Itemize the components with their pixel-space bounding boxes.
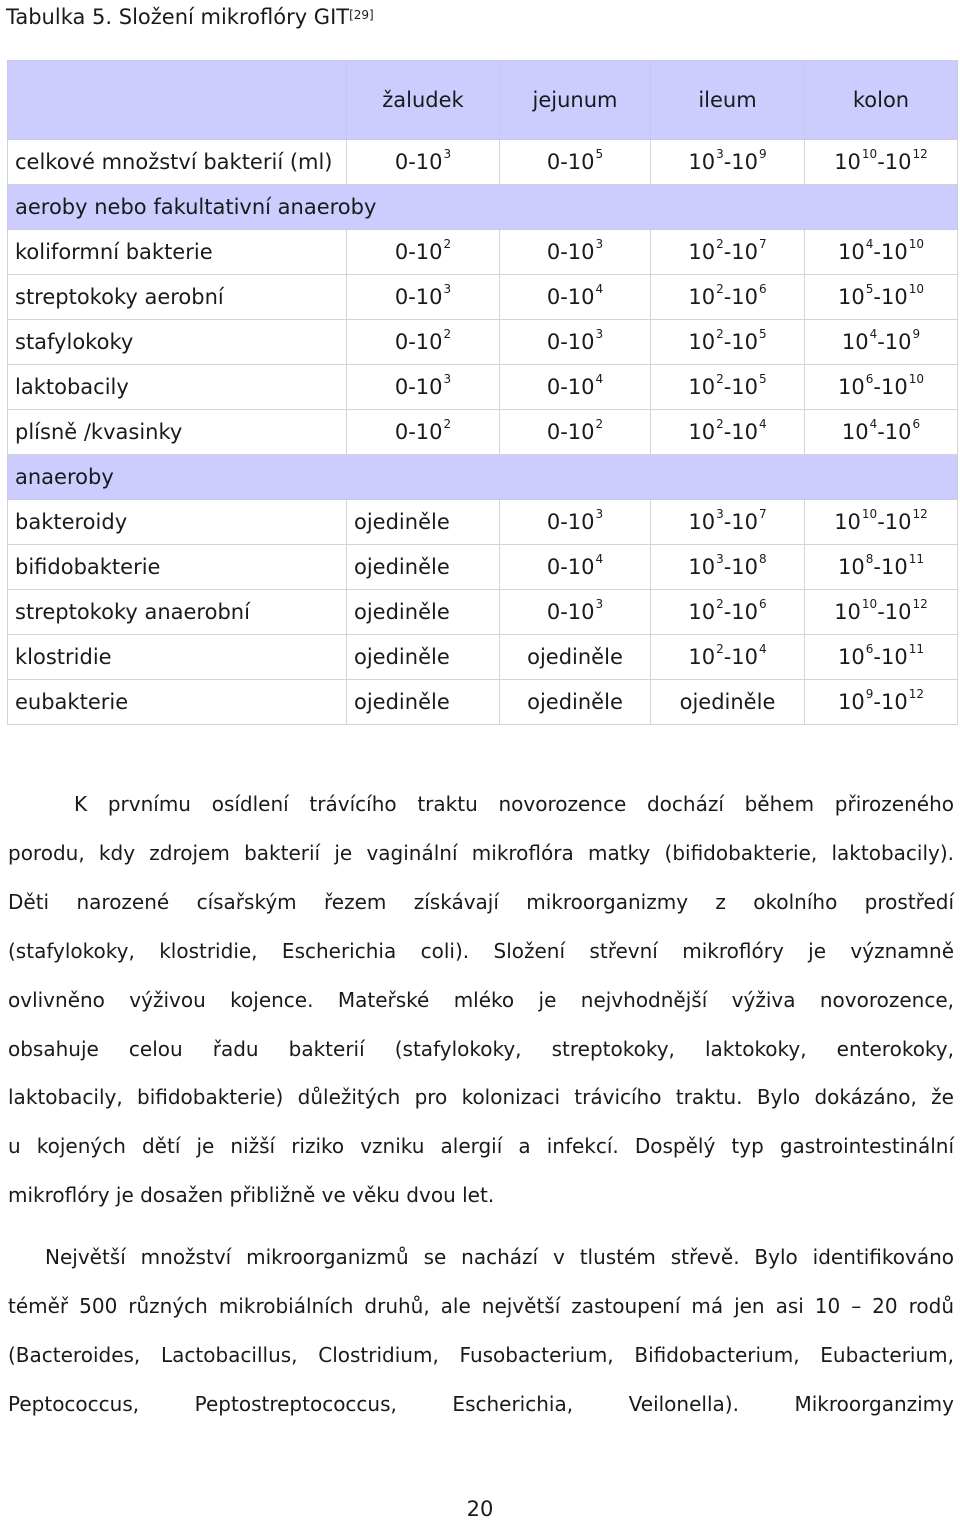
exponent: 2 bbox=[716, 282, 724, 296]
row-label: eubakterie bbox=[8, 680, 347, 725]
row-label: plísně /kvasinky bbox=[8, 410, 347, 455]
value-cell bbox=[805, 410, 958, 455]
mantissa: -10 bbox=[723, 330, 759, 354]
mantissa: ojediněle bbox=[527, 645, 623, 669]
exponent: 4 bbox=[759, 642, 767, 656]
value-cell bbox=[651, 140, 805, 185]
table-row bbox=[8, 320, 958, 365]
value-text bbox=[834, 147, 928, 174]
value-text bbox=[838, 552, 924, 579]
exponent: 2 bbox=[716, 327, 724, 341]
value-text bbox=[354, 510, 450, 534]
value-cell bbox=[347, 275, 500, 320]
row-label: bakteroidy bbox=[8, 500, 347, 545]
value-cell bbox=[500, 230, 651, 275]
mantissa: -10 bbox=[723, 150, 759, 174]
value-text bbox=[688, 327, 767, 354]
mantissa: 10 bbox=[688, 375, 716, 399]
value-text bbox=[527, 690, 623, 714]
exponent: 11 bbox=[908, 552, 924, 566]
exponent: 2 bbox=[443, 417, 452, 431]
mantissa: 0-10 bbox=[394, 240, 443, 264]
value-cell bbox=[651, 410, 805, 455]
mantissa: 10 bbox=[838, 555, 865, 579]
value-text bbox=[834, 597, 928, 624]
exponent: 12 bbox=[912, 147, 928, 161]
table-row bbox=[8, 410, 958, 455]
value-cell bbox=[347, 545, 500, 590]
mantissa: 0-10 bbox=[394, 420, 443, 444]
section-label: aeroby nebo fakultativní anaeroby bbox=[8, 185, 958, 230]
value-text bbox=[688, 552, 767, 579]
mantissa: -10 bbox=[877, 600, 912, 624]
exponent: 8 bbox=[865, 552, 874, 566]
value-cell bbox=[347, 500, 500, 545]
row-label: bifidobakterie bbox=[8, 545, 347, 590]
mantissa: 10 bbox=[834, 600, 861, 624]
microflora-table bbox=[7, 60, 958, 725]
value-text bbox=[394, 417, 452, 444]
value-text bbox=[394, 237, 452, 264]
value-cell bbox=[500, 500, 651, 545]
value-cell bbox=[805, 680, 958, 725]
exponent: 2 bbox=[716, 597, 724, 611]
mantissa: 10 bbox=[688, 285, 716, 309]
value-cell bbox=[347, 365, 500, 410]
value-text bbox=[688, 417, 767, 444]
row-label: stafylokoky bbox=[8, 320, 347, 365]
value-text bbox=[838, 687, 924, 714]
value-text bbox=[527, 645, 623, 669]
value-cell bbox=[805, 365, 958, 410]
mantissa: -10 bbox=[873, 375, 908, 399]
value-text bbox=[354, 645, 450, 669]
mantissa: ojediněle bbox=[679, 690, 776, 714]
value-cell bbox=[805, 275, 958, 320]
header-cell-ileum: ileum bbox=[651, 61, 805, 140]
row-label: celkové množství bakterií (ml) bbox=[8, 140, 347, 185]
value-text bbox=[546, 147, 604, 174]
value-cell bbox=[500, 365, 651, 410]
value-text bbox=[838, 282, 924, 309]
exponent: 3 bbox=[443, 282, 452, 296]
value-text bbox=[546, 417, 604, 444]
exponent: 12 bbox=[908, 687, 924, 701]
mantissa: 10 bbox=[841, 330, 869, 354]
exponent: 4 bbox=[865, 237, 874, 251]
exponent: 4 bbox=[595, 282, 604, 296]
table-row bbox=[8, 365, 958, 410]
table-row bbox=[8, 635, 958, 680]
header-cell-zaludek: žaludek bbox=[347, 61, 500, 140]
exponent: 2 bbox=[716, 417, 724, 431]
table-section-row bbox=[8, 185, 958, 230]
exponent: 12 bbox=[912, 597, 928, 611]
mantissa: 10 bbox=[838, 690, 865, 714]
header-cell-empty bbox=[8, 61, 347, 140]
value-text bbox=[394, 282, 452, 309]
exponent: 3 bbox=[443, 372, 452, 386]
paragraph-line: Děti narozené císařským řezem získávají mikroorganizmy z okolního prostředí bbox=[8, 889, 954, 914]
value-cell bbox=[651, 365, 805, 410]
mantissa: 0-10 bbox=[546, 600, 595, 624]
exponent: 3 bbox=[716, 147, 724, 161]
value-text bbox=[688, 597, 767, 624]
row-label: klostridie bbox=[8, 635, 347, 680]
mantissa: -10 bbox=[723, 645, 759, 669]
exponent: 3 bbox=[716, 507, 724, 521]
table-row bbox=[8, 500, 958, 545]
mantissa: -10 bbox=[877, 420, 912, 444]
value-cell bbox=[805, 545, 958, 590]
value-text bbox=[546, 552, 604, 579]
paragraph-line: K prvnímu osídlení trávícího traktu novorozence dochází během přirozeného bbox=[74, 792, 954, 816]
exponent: 10 bbox=[908, 282, 924, 296]
value-cell bbox=[651, 680, 805, 725]
exponent: 10 bbox=[861, 597, 878, 611]
value-text bbox=[838, 372, 924, 399]
paragraph-line: porodu, kdy zdrojem bakterií je vaginální mikroflóra matky (bifidobakterie, laktobacily). bbox=[8, 840, 954, 865]
mantissa: ojediněle bbox=[354, 690, 450, 714]
exponent: 6 bbox=[865, 642, 874, 656]
exponent: 10 bbox=[861, 147, 878, 161]
paragraph-newborn-colonization bbox=[8, 780, 954, 1220]
value-text bbox=[688, 282, 767, 309]
exponent: 9 bbox=[865, 687, 874, 701]
mantissa: ojediněle bbox=[527, 690, 623, 714]
paragraph-line: (stafylokoky, klostridie, Escherichia coli). Složení střevní mikroflóry je významně bbox=[8, 938, 954, 963]
exponent: 6 bbox=[759, 282, 767, 296]
value-text bbox=[546, 237, 604, 264]
mantissa: -10 bbox=[877, 150, 912, 174]
exponent: 4 bbox=[595, 372, 604, 386]
exponent: 2 bbox=[716, 642, 724, 656]
value-text bbox=[688, 507, 767, 534]
exponent: 8 bbox=[759, 552, 767, 566]
value-cell bbox=[347, 680, 500, 725]
mantissa: 10 bbox=[688, 555, 716, 579]
mantissa: 10 bbox=[838, 285, 865, 309]
exponent: 12 bbox=[912, 507, 928, 521]
table-header-row bbox=[8, 61, 958, 140]
mantissa: -10 bbox=[873, 240, 908, 264]
table-row bbox=[8, 230, 958, 275]
table-caption bbox=[6, 0, 374, 34]
mantissa: -10 bbox=[873, 555, 908, 579]
row-label: streptokoky anaerobní bbox=[8, 590, 347, 635]
table-section-row bbox=[8, 455, 958, 500]
value-cell bbox=[500, 635, 651, 680]
mantissa: 0-10 bbox=[394, 285, 443, 309]
mantissa: ojediněle bbox=[354, 510, 450, 534]
value-text bbox=[688, 642, 767, 669]
value-text bbox=[546, 507, 604, 534]
exponent: 10 bbox=[908, 237, 924, 251]
mantissa: 10 bbox=[688, 330, 716, 354]
value-text bbox=[394, 327, 452, 354]
mantissa: 10 bbox=[688, 420, 716, 444]
value-cell bbox=[805, 320, 958, 365]
value-text bbox=[394, 372, 452, 399]
value-cell bbox=[347, 230, 500, 275]
exponent: 2 bbox=[716, 372, 724, 386]
mantissa: -10 bbox=[723, 240, 759, 264]
mantissa: -10 bbox=[723, 285, 759, 309]
value-cell bbox=[500, 320, 651, 365]
microflora-table-body bbox=[8, 61, 958, 725]
mantissa: 10 bbox=[834, 510, 861, 534]
exponent: 10 bbox=[861, 507, 878, 521]
mantissa: 10 bbox=[688, 600, 716, 624]
mantissa: -10 bbox=[873, 285, 908, 309]
mantissa: 0-10 bbox=[394, 330, 443, 354]
exponent: 5 bbox=[759, 372, 767, 386]
value-cell bbox=[347, 635, 500, 680]
value-text bbox=[688, 237, 767, 264]
value-cell bbox=[347, 590, 500, 635]
value-text bbox=[680, 690, 776, 714]
exponent: 2 bbox=[443, 237, 452, 251]
value-cell bbox=[651, 635, 805, 680]
mantissa: 10 bbox=[838, 645, 865, 669]
value-cell bbox=[651, 590, 805, 635]
exponent: 2 bbox=[443, 327, 452, 341]
value-cell bbox=[651, 275, 805, 320]
paragraph-line: ovlivněno výživou kojence. Mateřské mléko je nejvhodnější výživa novorozence, bbox=[8, 987, 954, 1012]
exponent: 3 bbox=[595, 597, 604, 611]
page-number: 20 bbox=[466, 1497, 494, 1521]
caption-reference: [29] bbox=[349, 8, 374, 22]
table-row bbox=[8, 590, 958, 635]
paragraph-large-intestine bbox=[8, 1233, 954, 1429]
value-cell bbox=[500, 275, 651, 320]
mantissa: -10 bbox=[723, 555, 759, 579]
exponent: 5 bbox=[595, 147, 604, 161]
table-row bbox=[8, 140, 958, 185]
value-text bbox=[841, 417, 921, 444]
exponent: 3 bbox=[595, 237, 604, 251]
value-text bbox=[546, 372, 604, 399]
exponent: 6 bbox=[912, 417, 921, 431]
paragraph-line: mikroflóry je dosažen přibližně ve věku dvou let. bbox=[8, 1183, 495, 1208]
table-row bbox=[8, 680, 958, 725]
value-cell bbox=[805, 230, 958, 275]
exponent: 4 bbox=[595, 552, 604, 566]
mantissa: 10 bbox=[688, 510, 716, 534]
value-cell bbox=[805, 140, 958, 185]
exponent: 11 bbox=[908, 642, 924, 656]
exponent: 3 bbox=[595, 327, 604, 341]
exponent: 2 bbox=[595, 417, 604, 431]
mantissa: ojediněle bbox=[354, 600, 450, 624]
mantissa: 10 bbox=[838, 240, 865, 264]
value-text bbox=[546, 282, 604, 309]
table-row bbox=[8, 545, 958, 590]
caption-text: Tabulka 5. Složení mikroflóry GIT bbox=[6, 5, 350, 29]
value-cell bbox=[805, 635, 958, 680]
exponent: 4 bbox=[759, 417, 767, 431]
value-text bbox=[546, 597, 604, 624]
mantissa: 0-10 bbox=[394, 150, 443, 174]
exponent: 9 bbox=[759, 147, 767, 161]
value-cell bbox=[651, 545, 805, 590]
exponent: 3 bbox=[595, 507, 604, 521]
mantissa: 10 bbox=[688, 645, 716, 669]
value-text bbox=[546, 327, 604, 354]
paragraph-line: obsahuje celou řadu bakterií (stafylokoky, streptokoky, laktokoky, enterokoky, bbox=[8, 1036, 954, 1061]
mantissa: -10 bbox=[877, 510, 912, 534]
exponent: 3 bbox=[443, 147, 452, 161]
value-text bbox=[841, 327, 921, 354]
value-cell bbox=[347, 410, 500, 455]
exponent: 7 bbox=[759, 237, 767, 251]
mantissa: 0-10 bbox=[546, 150, 595, 174]
value-cell bbox=[651, 320, 805, 365]
exponent: 5 bbox=[865, 282, 874, 296]
mantissa: 0-10 bbox=[394, 375, 443, 399]
paragraph-line: u kojených dětí je nižší riziko vzniku alergií a infekcí. Dospělý typ gastrointestinální bbox=[8, 1134, 954, 1159]
exponent: 6 bbox=[865, 372, 874, 386]
mantissa: 0-10 bbox=[546, 240, 595, 264]
mantissa: 10 bbox=[841, 420, 869, 444]
mantissa: 10 bbox=[838, 375, 865, 399]
section-label: anaeroby bbox=[8, 455, 958, 500]
mantissa: 0-10 bbox=[546, 420, 595, 444]
value-cell bbox=[500, 140, 651, 185]
mantissa: -10 bbox=[873, 690, 908, 714]
exponent: 3 bbox=[716, 552, 724, 566]
exponent: 4 bbox=[869, 417, 878, 431]
mantissa: 0-10 bbox=[546, 285, 595, 309]
header-cell-jejunum: jejunum bbox=[500, 61, 651, 140]
mantissa: 0-10 bbox=[546, 510, 595, 534]
mantissa: 10 bbox=[688, 240, 716, 264]
value-cell bbox=[500, 410, 651, 455]
value-text bbox=[688, 372, 767, 399]
value-cell bbox=[500, 590, 651, 635]
value-cell bbox=[651, 230, 805, 275]
value-cell bbox=[500, 545, 651, 590]
paragraph-line: Největší množství mikroorganizmů se nachází v tlustém střevě. Bylo identifikováno bbox=[45, 1245, 954, 1269]
row-label: laktobacily bbox=[8, 365, 347, 410]
paragraph-line: téměř 500 různých mikrobiálních druhů, ale největší zastoupení má jen asi 10 – 20 rodů bbox=[8, 1293, 954, 1318]
value-text bbox=[354, 690, 450, 714]
exponent: 9 bbox=[912, 327, 921, 341]
row-label: koliformní bakterie bbox=[8, 230, 347, 275]
mantissa: -10 bbox=[723, 510, 759, 534]
mantissa: 0-10 bbox=[546, 330, 595, 354]
mantissa: 0-10 bbox=[546, 375, 595, 399]
mantissa: 0-10 bbox=[546, 555, 595, 579]
value-text bbox=[688, 147, 767, 174]
exponent: 6 bbox=[759, 597, 767, 611]
value-text bbox=[354, 600, 450, 624]
value-cell bbox=[805, 590, 958, 635]
value-cell bbox=[500, 680, 651, 725]
mantissa: 10 bbox=[834, 150, 861, 174]
value-text bbox=[354, 555, 450, 579]
value-text bbox=[838, 237, 924, 264]
exponent: 10 bbox=[908, 372, 924, 386]
header-cell-kolon: kolon bbox=[805, 61, 958, 140]
mantissa: ojediněle bbox=[354, 645, 450, 669]
value-text bbox=[394, 147, 452, 174]
value-cell bbox=[805, 500, 958, 545]
exponent: 4 bbox=[869, 327, 878, 341]
paragraph-line: (Bacteroides, Lactobacillus, Clostridium, Fusobacterium, Bifidobacterium, Eubacterium, bbox=[8, 1342, 954, 1367]
value-cell bbox=[347, 140, 500, 185]
mantissa: -10 bbox=[723, 600, 759, 624]
mantissa: 10 bbox=[688, 150, 716, 174]
mantissa: -10 bbox=[877, 330, 912, 354]
value-cell bbox=[347, 320, 500, 365]
value-text bbox=[838, 642, 924, 669]
mantissa: ojediněle bbox=[354, 555, 450, 579]
row-label: streptokoky aerobní bbox=[8, 275, 347, 320]
mantissa: -10 bbox=[723, 420, 759, 444]
mantissa: -10 bbox=[723, 375, 759, 399]
exponent: 2 bbox=[716, 237, 724, 251]
table-row bbox=[8, 275, 958, 320]
exponent: 7 bbox=[759, 507, 767, 521]
exponent: 5 bbox=[759, 327, 767, 341]
paragraph-line: Peptococcus, Peptostreptococcus, Escherichia, Veilonella). Mikroorganzimy bbox=[8, 1391, 954, 1416]
paragraph-line: laktobacily, bifidobakterie) důležitých pro kolonizaci trávicího traktu. Bylo dokázáno, že bbox=[8, 1085, 954, 1110]
value-text bbox=[834, 507, 928, 534]
value-cell bbox=[651, 500, 805, 545]
mantissa: -10 bbox=[873, 645, 908, 669]
